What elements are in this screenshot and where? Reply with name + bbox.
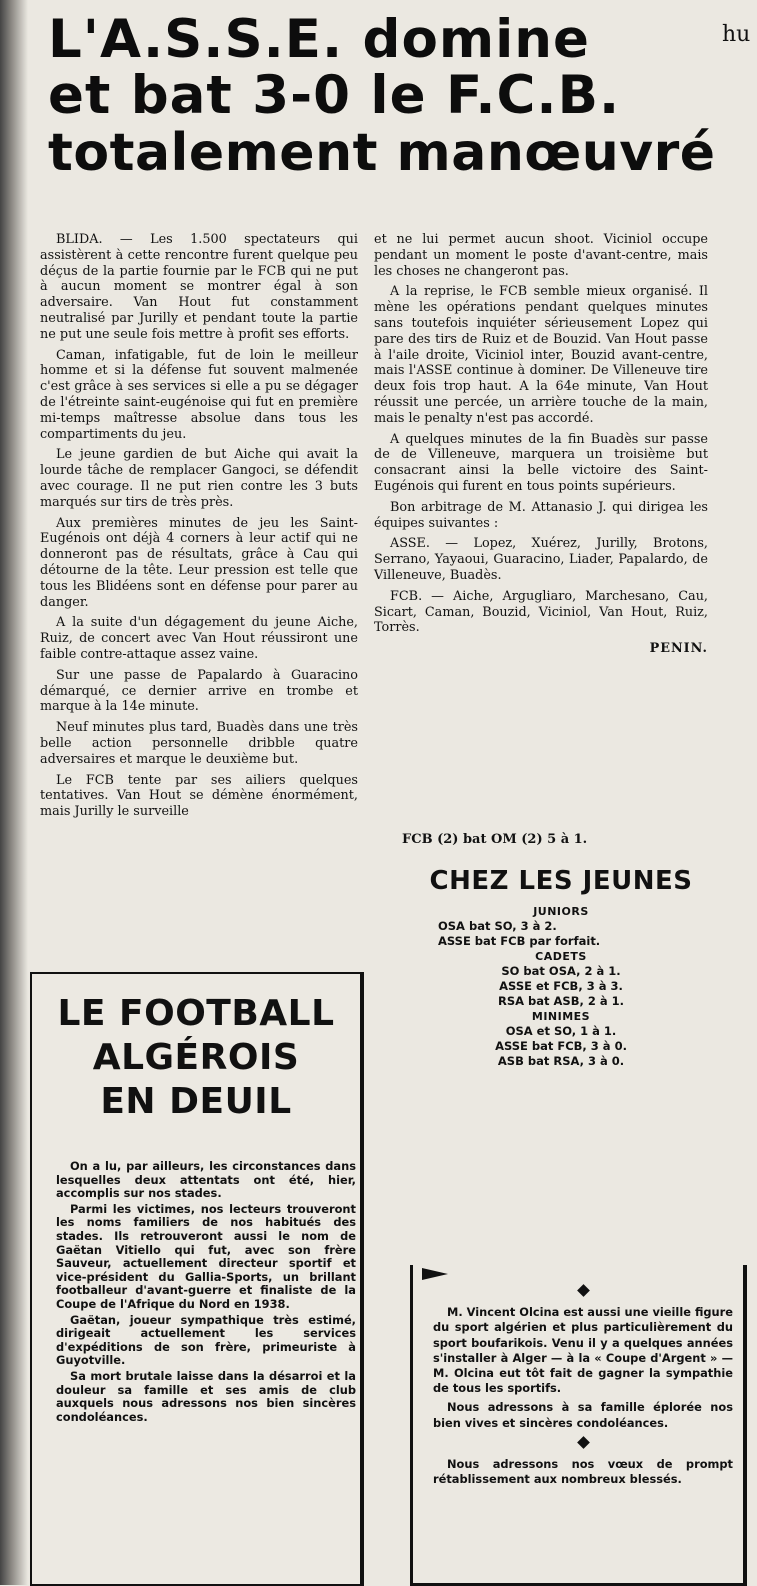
diamond-separator [433, 1435, 733, 1457]
diamond-separator [433, 1283, 733, 1305]
article-paragraph: A la suite d'un dégagement du jeune Aiche, Ruiz, de concert avec Van Hout réussiront une faible contre-attaque assez vaine. [40, 615, 358, 662]
scan-binding-shadow [0, 0, 28, 1585]
author-signature: PENIN. [649, 641, 708, 657]
article-paragraph: A la reprise, le FCB semble mieux organisé. Il mène les opérations pendant quelques minutes sans toutefois inquiéter sérieusement Lopez qui pare des tirs de Ruiz et de Bouzid. Van Hout passe à l'aile droite, Viciniol inter, Bouzid avant-centre, mais l'ASSE continue à dominer. De Villeneuve tire deux fois trop haut. A la 64e minute, Van Hout réussit une percée, un arrière touche de la main, mais le penalty n'est pas accordé. [374, 284, 708, 426]
olcina-paragraph: Nous adressons nos vœux de prompt rétablissement aux nombreux blessés. [433, 1457, 733, 1487]
result-item: ASSE bat FCB par forfait. [438, 934, 601, 948]
article-paragraph: Le jeune gardien de but Aiche qui avait la lourde tâche de remplacer Gangoci, se défendit avec courage. Il ne put rien contre les 3 buts marqués sur tirs de très près. [40, 447, 358, 510]
article-paragraph: BLIDA. — Les 1.500 spectateurs qui assistèrent à cette rencontre furent quelque peu déçus de la partie fournie par le FCB qui ne put à aucun moment se montrer égal à son adversaire. Van Hout fut constamment neutralisé par Jurilly et pendant toute la partie ne put une seule fois mettre à profit ses efforts. [40, 232, 358, 342]
result-item: OSA bat SO, 3 à 2. [438, 919, 557, 933]
result-item: ASB bat RSA, 3 à 0. [497, 1054, 625, 1068]
diamond-icon [577, 1284, 590, 1297]
article-paragraph: et ne lui permet aucun shoot. Viciniol occupe pendant un moment le poste d'avant-centre, mais les choses ne changeront pas. [374, 232, 708, 279]
mourning-title-line: LE FOOTBALL [57, 993, 335, 1034]
cadets-label: CADETS [535, 950, 587, 963]
mourning-title-line: EN DEUIL [100, 1081, 292, 1122]
article-paragraph: Sur une passe de Papalardo à Guaracino démarqué, ce dernier arrive en trombe et marque à la 14e minute. [40, 667, 358, 715]
olcina-paragraph: Nous adressons à sa famille éplorée nos bien vives et sincères condoléances. [433, 1400, 733, 1430]
olcina-paragraph: M. Vincent Olcina est aussi une vieille figure du sport algérien et plus particulièrement du sport boufarikois. Venu il y a quelques années s'installer à Alger — à la « Coupe d'Argent » — M. Olcina eut tôt fait de gagner la sympathie de tous les sportifs. [433, 1305, 733, 1396]
mourning-box [30, 972, 364, 1586]
mourning-paragraph: Parmi les victimes, nos lecteurs trouveront les noms familiers de nos habitués des stades. Ils retrouveront aussi le nom de Gaëtan Vitiello qui fut, avec son frère Sauveur, actuellement directeur sportif et vice-président du Gallia-Sports, un brillant footballeur d'avant-guerre et finaliste de la Coupe de l'Afrique du Nord en 1938. [56, 1201, 356, 1311]
article-paragraph: Bon arbitrage de M. Attanasio J. qui dirigea les équipes suivantes : [374, 499, 708, 531]
result-item: SO bat OSA, 2 à 1. [501, 964, 621, 978]
article-paragraph: Le FCB tente par ses ailiers quelques tentatives. Van Hout se démène énormément, mais Jurilly le surveille [40, 772, 358, 820]
article-paragraph: Caman, infatigable, fut de loin le meilleur homme et si la défense fut souvent malmenée c'est grâce à ses services si elle a pu se dégager de l'étreinte saint-eugénoise qui fut en première mi-temps maîtresse absolue dans tous les compartiments du jeu. [40, 347, 358, 442]
mourning-box-title [32, 992, 360, 1124]
mourning-paragraph: Gaëtan, joueur sympathique très estimé, dirigeait actuellement les services d'expéditions de son frère, primeuriste à Guyotville. [56, 1312, 356, 1368]
olcina-box [410, 1265, 747, 1586]
article-column-middle [374, 232, 708, 662]
headline-line-1: L'A.S.S.E. domine [48, 9, 590, 70]
article-paragraph: Neuf minutes plus tard, Buadès dans une très belle action personnelle dribble quatre adversaires et marque le deuxième but. [40, 720, 358, 767]
youth-results-title: CHEZ LES JEUNES [429, 866, 693, 896]
result-item: RSA bat ASB, 2 à 1. [498, 994, 624, 1008]
mourning-paragraph: Sa mort brutale laisse dans la désarroi et la douleur sa famille et ses amis de club auxquels nous adressons nos bien sincères condoléances. [56, 1368, 356, 1424]
diamond-icon [577, 1436, 590, 1449]
result-item: OSA et SO, 1 à 1. [505, 1024, 617, 1038]
minimes-label: MINIMES [531, 1010, 591, 1023]
lineup-asse: ASSE. — Lopez, Xuérez, Jurilly, Brotons, Serrano, Yayaoui, Guaracino, Liader, Papalardo, de Villeneuve, Buadès. [374, 536, 708, 583]
headline-line-2: et bat 3-0 le F.C.B. [48, 65, 621, 126]
mourning-title-line: ALGÉROIS [92, 1037, 300, 1078]
mourning-paragraph: On a lu, par ailleurs, les circonstances dans lesquelles deux attentats ont été, hier, accomplis sur nos stades. [56, 1159, 356, 1201]
article-column-left [40, 232, 358, 825]
youth-results [416, 904, 706, 1069]
result-item: ASSE bat FCB, 3 à 0. [495, 1039, 627, 1053]
result-item: ASSE et FCB, 3 à 3. [499, 979, 623, 993]
main-headline [48, 9, 728, 183]
article-paragraph: A quelques minutes de la fin Buadès sur passe de de Villeneuve, marquera un troisième but consacrant ainsi la belle victoire des Saint-Eugénois qui furent en tous points supérieurs. [374, 431, 708, 494]
lineup-fcb: FCB. — Aiche, Argugliaro, Marchesano, Cau, Sicart, Caman, Bouzid, Viciniol, Van Hout, Ruiz, Torrès. [374, 588, 708, 636]
juniors-label: JUNIORS [533, 905, 589, 918]
headline-line-3: totalement manœuvré [48, 123, 716, 183]
article-paragraph: Aux premières minutes de jeu les Saint-Eugénois ont déjà 4 corners à leur actif qui ne donneront pas de résultats, grâce à Cau qui détourne de la tête. Leur pression est telle que tous les Blidéens sont en défense pour parer au danger. [40, 515, 358, 610]
olcina-box-body [433, 1283, 733, 1491]
mourning-box-body [56, 1160, 356, 1426]
match-result-line: FCB (2) bat OM (2) 5 à 1. [402, 832, 588, 847]
cut-off-headline-fragment: hu [722, 22, 751, 47]
